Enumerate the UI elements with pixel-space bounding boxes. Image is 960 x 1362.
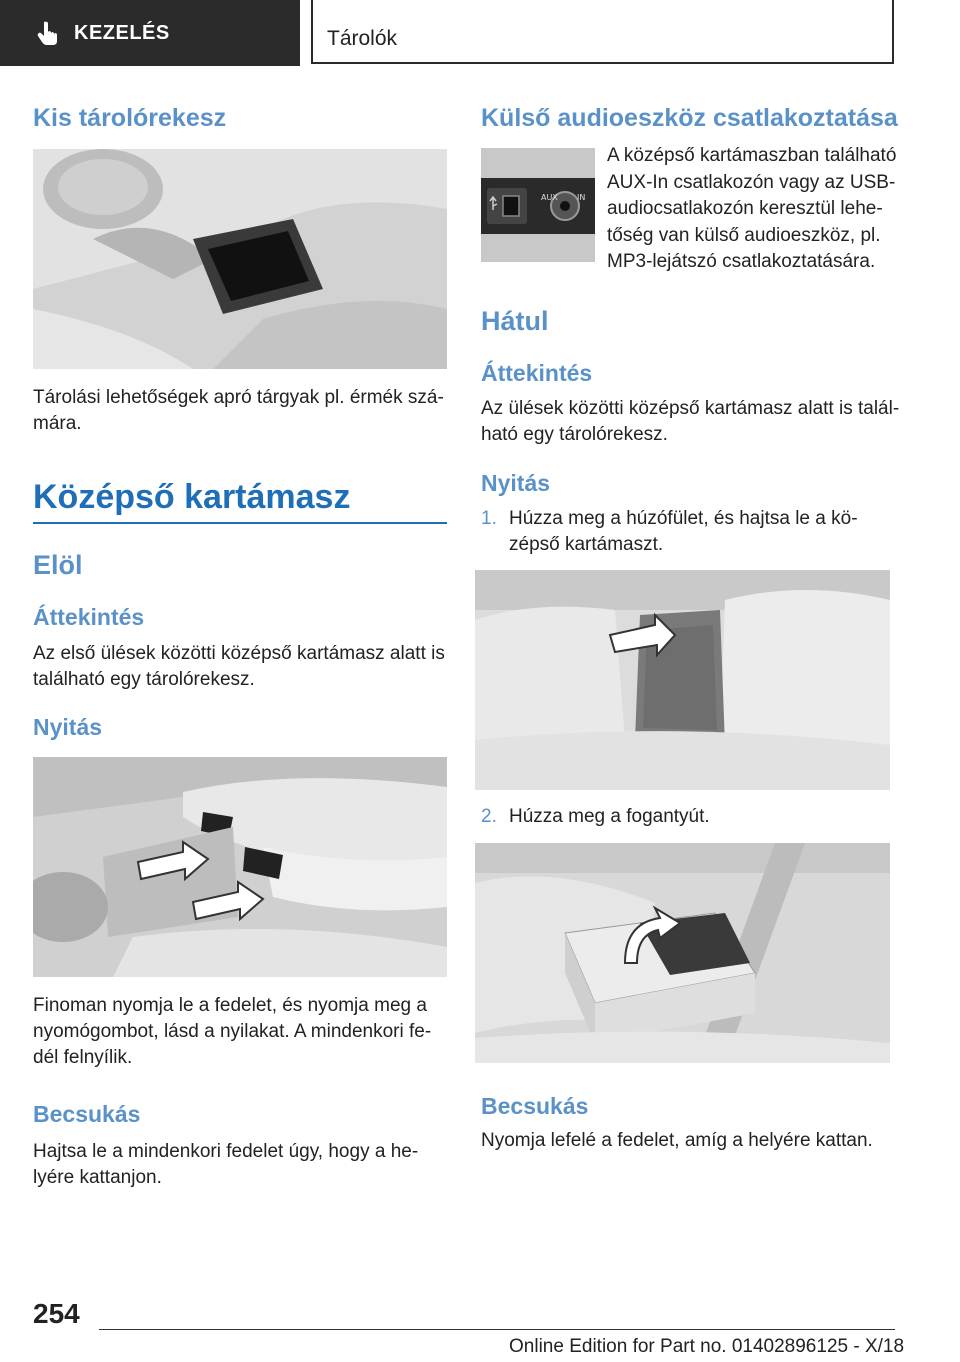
footer-edition: Online Edition for Part no. 01402896125 - X/18 xyxy=(509,1336,905,1357)
small-compartment-image xyxy=(33,149,447,369)
becsukas-heading-left: Becsukás xyxy=(33,1101,141,1127)
aux-usb-port-image xyxy=(481,148,595,262)
kis-tarolorekesz-text: Tárolási lehetőségek apró tárgyak pl. érmék szá- mára. xyxy=(33,387,444,434)
header-section-label: KEZELÉS xyxy=(74,21,170,44)
aux-heading: Külső audioeszköz csatlakoztatása xyxy=(481,104,898,132)
heading-rule xyxy=(33,522,447,524)
nyitas-heading-left: Nyitás xyxy=(33,714,103,740)
attekintes-heading-right: Áttekintés xyxy=(481,360,593,386)
attekintes-text-right: Az ülések közötti középső kartámasz alatt is talál- ható egy tárolórekesz. xyxy=(481,398,900,445)
nyitas-heading-right: Nyitás xyxy=(481,470,551,496)
aux-text: A középső kartámaszban található AUX-In csatlakozón vagy az USB- audiocsatlakozón keresztül lehe- tőség van külső audioeszköz, pl. MP3-lejátszó csatlakoztatására. xyxy=(607,145,897,272)
header-topic-box xyxy=(311,0,894,64)
header-section-tab xyxy=(0,0,300,66)
header-topic-label: Tárolók xyxy=(327,27,398,50)
becsukas-text-left: Hajtsa le a mindenkori fedelet úgy, hogy a he- lyére kattanjon. xyxy=(33,1141,419,1188)
front-armrest-image xyxy=(33,757,447,977)
in-label: IN xyxy=(577,193,586,202)
hatul-heading: Hátul xyxy=(481,306,549,336)
hand-pointer-icon xyxy=(36,19,64,47)
elol-heading: Elöl xyxy=(33,550,83,580)
rear-armrest-handle-image xyxy=(475,843,890,1063)
footer-rule xyxy=(99,1329,895,1330)
attekintes-heading-left: Áttekintés xyxy=(33,604,145,630)
becsukas-heading-right: Becsukás xyxy=(481,1093,589,1119)
becsukas-text-right: Nyomja lefelé a fedelet, amíg a helyére kattan. xyxy=(481,1130,873,1151)
kozepso-kartamasz-heading: Középső kartámasz xyxy=(33,478,351,516)
attekintes-text-left: Az első ülések közötti középső kartámasz alatt is található egy tárolórekesz. xyxy=(33,643,445,690)
page-number: 254 xyxy=(33,1298,80,1329)
kis-tarolorekesz-heading: Kis tárolórekesz xyxy=(33,104,227,132)
aux-label: AUX xyxy=(541,193,558,202)
rear-armrest-fold-image xyxy=(475,570,890,790)
step-2: 2. Húzza meg a fogantyút. xyxy=(481,806,710,827)
step-1: 1. Húzza meg a húzófület, és hajtsa le a kö- zépső kartámaszt. xyxy=(481,508,858,555)
nyitas-text-left: Finoman nyomja le a fedelet, és nyomja meg a nyomógombot, lásd a nyilakat. A mindenkori fe- dél felnyílik. xyxy=(33,995,432,1068)
